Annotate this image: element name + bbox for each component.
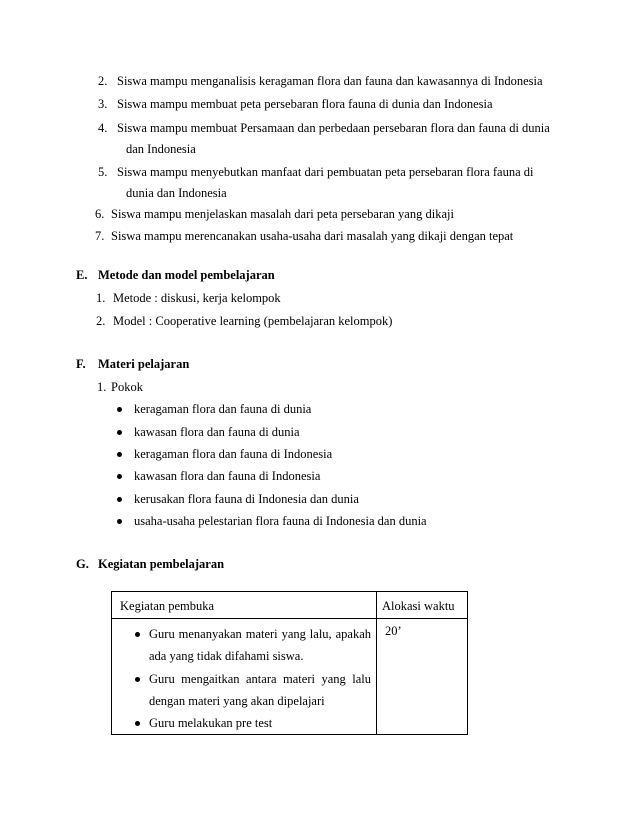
- list-item-text: kerusakan flora fauna di Indonesia dan dunia: [134, 492, 359, 506]
- objective-number: 5.: [98, 165, 108, 179]
- subsection-title: Pokok: [111, 380, 143, 394]
- bullet-icon: [135, 677, 140, 682]
- header-activity: Kegiatan pembuka: [120, 599, 215, 613]
- subsection-number: 1.: [97, 380, 107, 394]
- bullet-icon: [117, 452, 122, 457]
- list-item-text: keragaman flora dan fauna di Indonesia: [134, 447, 333, 461]
- table-cell-activities: [112, 619, 377, 735]
- bullet-icon: [135, 632, 140, 637]
- header-time: Alokasi waktu: [382, 599, 455, 613]
- method-number: 1.: [96, 291, 106, 305]
- objective-text: Siswa mampu membuat peta persebaran flora fauna di dunia dan Indonesia: [117, 97, 493, 111]
- bullet-icon: [117, 474, 122, 479]
- bullet-icon: [117, 519, 122, 524]
- activity-text-cont: dengan materi yang akan dipelajari: [149, 694, 325, 708]
- list-item-text: kawasan flora dan fauna di dunia: [134, 425, 300, 439]
- table-header-row: [112, 592, 468, 619]
- list-item-text: keragaman flora dan fauna di dunia: [134, 402, 312, 416]
- objective-text: Siswa mampu membuat Persamaan dan perbedaan persebaran flora dan fauna di dunia: [117, 121, 550, 135]
- objective-text: Siswa mampu merencanakan usaha-usaha dari masalah yang dikaji dengan tepat: [111, 229, 514, 243]
- section-letter: G.: [76, 557, 89, 571]
- objective-number: 2.: [98, 74, 108, 88]
- objective-text-cont: dunia dan Indonesia: [126, 186, 227, 200]
- list-item-text: usaha-usaha pelestarian flora fauna di Indonesia dan dunia: [134, 514, 427, 528]
- activity-table: [111, 591, 468, 735]
- bullet-icon: [117, 497, 122, 502]
- activity-text-cont: ada yang tidak difahami siswa.: [149, 649, 304, 663]
- bullet-icon: [117, 407, 122, 412]
- objective-number: 4.: [98, 121, 108, 135]
- list-item-text: kawasan flora dan fauna di Indonesia: [134, 469, 321, 483]
- method-text: Metode : diskusi, kerja kelompok: [113, 291, 281, 305]
- section-letter: E.: [76, 268, 88, 282]
- objective-number: 6.: [95, 207, 105, 221]
- section-title: Kegiatan pembelajaran: [98, 557, 225, 571]
- table-cell-time: [377, 619, 468, 735]
- activity-text: Guru mengaitkan antara materi yang lalu: [149, 672, 371, 686]
- section-title: Metode dan model pembelajaran: [98, 268, 275, 282]
- model-text: Model : Cooperative learning (pembelajaran kelompok): [113, 314, 393, 328]
- time-value: 20’: [385, 624, 402, 638]
- objective-text-cont: dan Indonesia: [126, 142, 196, 156]
- table-header-cell: [112, 592, 377, 619]
- table-row: [112, 619, 468, 735]
- activity-text: Guru melakukan pre test: [149, 716, 273, 730]
- objective-text: Siswa mampu menganalisis keragaman flora dan fauna dan kawasannya di Indonesia: [117, 74, 543, 88]
- activity-text: Guru menanyakan materi yang lalu, apakah: [149, 627, 371, 641]
- model-number: 2.: [96, 314, 106, 328]
- section-title: Materi pelajaran: [98, 357, 190, 371]
- objective-number: 7.: [95, 229, 105, 243]
- table-header-cell: [377, 592, 468, 619]
- objective-text: Siswa mampu menjelaskan masalah dari peta persebaran yang dikaji: [111, 207, 454, 221]
- objective-text: Siswa mampu menyebutkan manfaat dari pembuatan peta persebaran flora fauna di: [117, 165, 534, 179]
- bullet-icon: [117, 430, 122, 435]
- bullet-icon: [135, 721, 140, 726]
- section-letter: F.: [76, 357, 86, 371]
- objective-number: 3.: [98, 97, 108, 111]
